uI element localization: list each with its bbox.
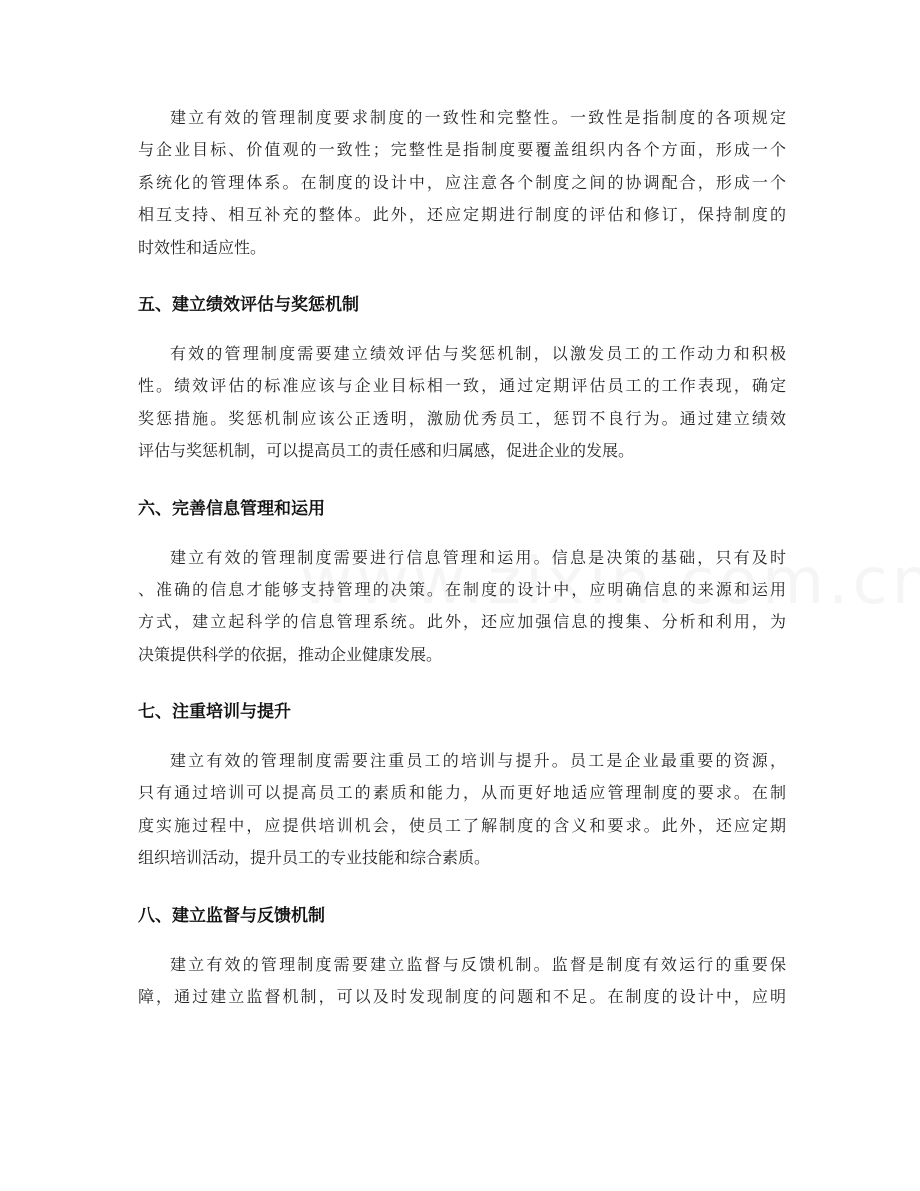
paragraph-line: 障，通过建立监督机制，可以及时发现制度的问题和不足。在制度的设计中，应明 xyxy=(138,987,786,1007)
section-heading-5: 五、建立绩效评估与奖惩机制 xyxy=(138,294,359,315)
paragraph-line: 系统化的管理体系。在制度的设计中，应注意各个制度之间的协调配合，形成一个 xyxy=(138,172,786,192)
paragraph-supervision xyxy=(138,949,786,1014)
paragraph-line: 度实施过程中，应提供培训机会，使员工了解制度的含义和要求。此外，还应定期 xyxy=(138,815,786,835)
paragraph-consistency xyxy=(138,102,786,264)
paragraph-line: 评估与奖惩机制，可以提高员工的责任感和归属感，促进企业的发展。 xyxy=(138,441,635,461)
paragraph-line: 时效性和适应性。 xyxy=(138,237,267,257)
section-heading-6: 六、完善信息管理和运用 xyxy=(138,498,325,519)
paragraph-line: 只有通过培训可以提高员工的素质和能力，从而更好地适应管理制度的要求。在制 xyxy=(138,783,786,803)
section-heading-7: 七、注重培训与提升 xyxy=(138,702,291,723)
paragraph-line: 方式，建立起科学的信息管理系统。此外，还应加强信息的搜集、分析和利用，为 xyxy=(138,612,786,632)
document-body xyxy=(138,102,786,1013)
paragraph-training xyxy=(138,745,786,875)
paragraph-line: 建立有效的管理制度需要进行信息管理和运用。信息是决策的基础，只有及时 xyxy=(170,547,786,567)
paragraph-line: 性。绩效评估的标准应该与企业目标相一致，通过定期评估员工的工作表现，确定 xyxy=(138,376,786,396)
paragraph-performance xyxy=(138,338,786,468)
paragraph-line: 组织培训活动，提升员工的专业技能和综合素质。 xyxy=(138,848,491,868)
paragraph-line: 建立有效的管理制度需要建立监督与反馈机制。监督是制度有效运行的重要保 xyxy=(170,954,786,974)
paragraph-information xyxy=(138,542,786,672)
paragraph-line: 有效的管理制度需要建立绩效评估与奖惩机制，以激发员工的工作动力和积极 xyxy=(170,343,786,363)
paragraph-line: 与企业目标、价值观的一致性；完整性是指制度要覆盖组织内各个方面，形成一个 xyxy=(138,140,786,160)
paragraph-line: 建立有效的管理制度要求制度的一致性和完整性。一致性是指制度的各项规定 xyxy=(170,108,786,127)
paragraph-line: 奖惩措施。奖惩机制应该公正透明，激励优秀员工，惩罚不良行为。通过建立绩效 xyxy=(138,408,786,428)
section-heading-8: 八、建立监督与反馈机制 xyxy=(138,905,325,926)
paragraph-line: 相互支持、相互补充的整体。此外，还应定期进行制度的评估和修订，保持制度的 xyxy=(138,205,786,225)
paragraph-line: 、准确的信息才能够支持管理的决策。在制度的设计中，应明确信息的来源和运用 xyxy=(138,579,786,599)
paragraph-line: 建立有效的管理制度需要注重员工的培训与提升。员工是企业最重要的资源， xyxy=(170,751,786,771)
paragraph-line: 决策提供科学的依据，推动企业健康发展。 xyxy=(138,644,443,664)
